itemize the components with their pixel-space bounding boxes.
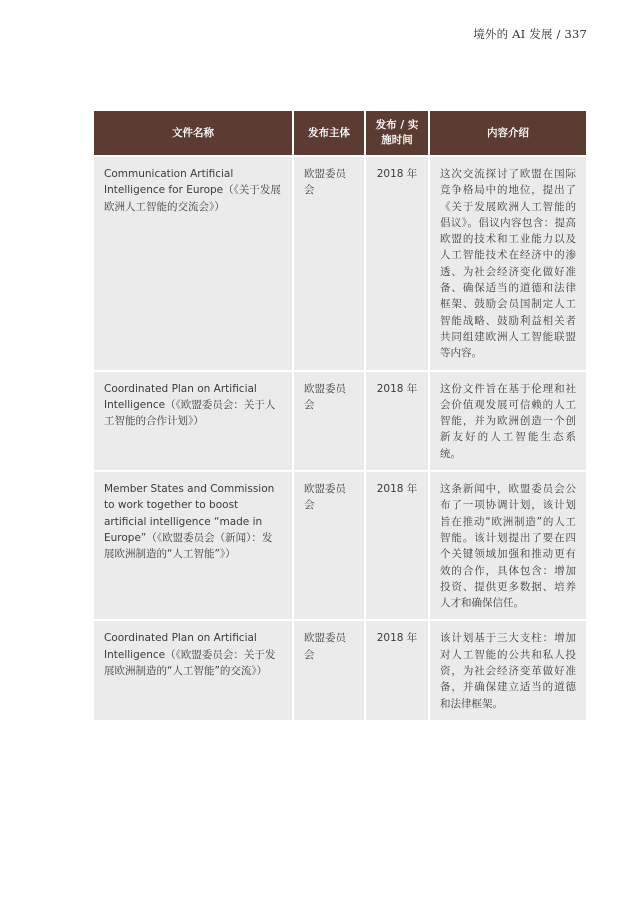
- header-description: 内容介绍: [430, 111, 586, 155]
- cell-year: 2018 年: [366, 370, 430, 470]
- cell-file-name: Coordinated Plan on Artificial Intelligence（《欧盟委员会：关于发展欧洲制造的“人工智能”的交流》）: [94, 619, 294, 719]
- cell-publisher: 欧盟委员会: [294, 370, 366, 470]
- header-release-time: 发布 / 实施时间: [366, 111, 430, 155]
- table-header-row: [94, 111, 586, 155]
- cell-publisher: 欧盟委员会: [294, 619, 366, 719]
- table-row: [94, 470, 586, 619]
- table-row: [94, 619, 586, 719]
- cell-description: 这次交流探讨了欧盟在国际竞争格局中的地位，提出了《关于发展欧洲人工智能的倡议》。倡议内容包含：提高欧盟的技术和工业能力以及人工智能技术在经济中的渗透、为社会经济变化做好准备、确保适当的道德和法律框架、鼓励会员国制定人工智能战略、鼓励利益相关者共同组建欧洲人工智能联盟等内容。: [430, 155, 586, 370]
- cell-description: 这条新闻中，欧盟委员会公布了一项协调计划，该计划旨在推动“欧洲制造”的人工智能。该计划提出了要在四个关键领域加强和推动更有效的合作，具体包含：增加投资、提供更多数据、培养人才和确保信任。: [430, 470, 586, 619]
- cell-file-name: Coordinated Plan on Artificial Intelligence（《欧盟委员会：关于人工智能的合作计划》）: [94, 370, 294, 470]
- cell-file-name: Communication Artificial Intelligence for Europe（《关于发展欧洲人工智能的交流会》）: [94, 155, 294, 370]
- table-row: [94, 370, 586, 470]
- cell-file-name: Member States and Commission to work together to boost artificial intelligence “made in Europe”（《欧盟委员会（新闻）：发展欧洲制造的“人工智能”》）: [94, 470, 294, 619]
- cell-publisher: 欧盟委员会: [294, 470, 366, 619]
- document-table: [94, 111, 586, 720]
- cell-publisher: 欧盟委员会: [294, 155, 366, 370]
- cell-description: 该计划基于三大支柱：增加对人工智能的公共和私人投资，为社会经济变革做好准备，并确保建立适当的道德和法律框架。: [430, 619, 586, 719]
- header-publisher: 发布主体: [294, 111, 366, 155]
- running-header: 境外的 AI 发展 / 337: [473, 27, 587, 41]
- table-row: [94, 155, 586, 370]
- cell-description: 这份文件旨在基于伦理和社会价值观发展可信赖的人工智能，并为欧洲创造一个创新友好的人工智能生态系统。: [430, 370, 586, 470]
- cell-year: 2018 年: [366, 619, 430, 719]
- cell-year: 2018 年: [366, 470, 430, 619]
- cell-year: 2018 年: [366, 155, 430, 370]
- header-file-name: 文件名称: [94, 111, 294, 155]
